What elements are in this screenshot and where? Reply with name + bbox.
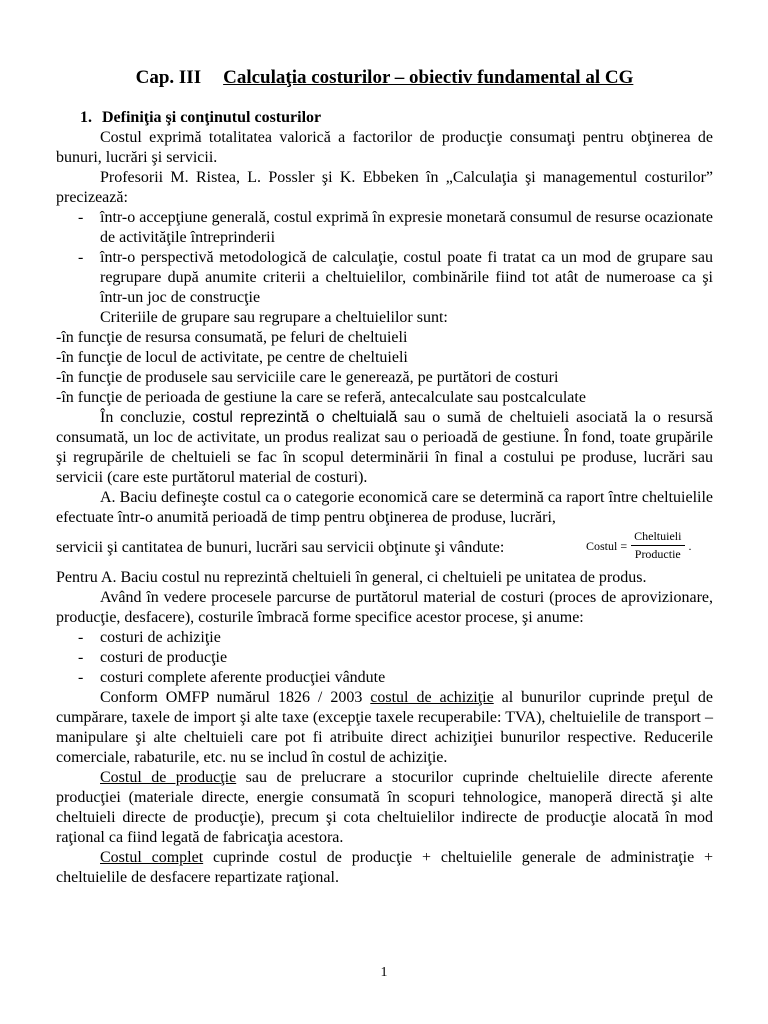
chapter-heading: Calculaţia costurilor – obiectiv fundamental al CG [223,67,634,88]
section-heading [80,108,713,128]
cost-formula [586,528,691,563]
criteria-item: -în funcţie de produsele sau serviciile care le generează, pe purtători de costuri [56,369,559,386]
list-item-text: costuri complete aferente producţiei vândute [100,669,386,686]
criteria-item: -în funcţie de locul de activitate, pe centre de cheltuieli [56,349,408,366]
paragraph-professors: Profesorii M. Ristea, L. Possler şi K. Ebbeken în „Calculaţia şi managementul costurilor” precizează: [56,169,713,206]
dash-bullet: - [78,669,84,686]
document-page [56,66,713,888]
dash-bullet: - [78,209,84,226]
list-item-text: într-o accepţiune generală, costul exprimă în expresie monetară consumul de resurse ocazionate de activităţile întreprinderii [100,209,713,246]
formula-line [56,528,713,568]
formula-lhs: Costul = [586,538,628,553]
paragraph-complete-cost [56,848,713,888]
acquisition-term: costul de achiziţie [370,689,494,706]
conclusion-lead: În concluzie, [100,409,193,426]
criteria-item: -în funcţie de resursa consumată, pe feluri de cheltuieli [56,329,408,346]
formula-end: . [688,538,692,553]
formula-denominator: Productie [631,545,685,563]
dash-bullet: - [78,649,84,666]
formula-fraction [630,528,685,563]
list-item [56,248,713,308]
list-item-text: costuri de achiziţie [100,629,221,646]
section-number: 1. [80,109,92,126]
complete-term: Costul complet [100,849,204,866]
formula-numerator: Cheltuieli [634,529,682,543]
acquisition-lead: Conform OMFP numărul 1826 / 2003 [100,689,371,706]
section-title: Definiţia şi conţinutul costurilor [102,109,322,126]
production-rest: sau de prelucrare a stocurilor cuprinde cheltuielile directe aferente producţiei (materiale directe, energie consumată în scopuri tehnologice, manoperă directă şi alte cheltuieli directe de producţie), precum şi cota cheltuielilor indirecte de producţie alocată în mod raţional ca fiind legată de fabricaţia acestora. [56,769,714,846]
paragraph-baciu-unit: Pentru A. Baciu costul nu reprezintă cheltuieli în general, ci cheltuieli pe unitatea de produs. [56,569,647,586]
paragraph-acquisition-cost [56,688,713,768]
list-cost-forms [56,628,713,688]
paragraph-production-cost [56,768,713,848]
paragraph-conclusion [56,408,713,488]
conclusion-rest: sau o sumă de cheltuieli asociată la o resursă consumată, un loc de activitate, un produs realizat sau o perioadă de gestiune. În fond, toate grupările şi regrupările de cheltuieli se fac în scopul determinării în final a costului pe produse, lucrări sau servicii (care este purtătorul material de costuri). [56,409,713,486]
page-number: 1 [380,965,388,980]
list-cost-meanings [56,208,713,308]
conclusion-emphasis: costul reprezintă o cheltuială [192,409,398,426]
acquisition-rest: al bunurilor cuprinde preţul de cumpărare, taxele de import şi alte taxe (excepţie taxele recuperabile: TVA), cheltuielile de transport – manipulare şi alte cheltuieli care pot fi atribuite direct achiziţiei bunurilor respective. Reducerile comerciale, rabaturile, etc. nu se includ în costul de achiziţie. [56,689,714,766]
list-item-text: într-o perspectivă metodologică de calculaţie, costul poate fi tratat ca un mod de grupare sau regrupare după anumite criterii a cheltuielilor, combinările fiind tot atât de numeroase ca şi într-un joc de construcţie [100,249,713,306]
chapter-title [56,66,713,90]
criteria-item: -în funcţie de perioada de gestiune la care se referă, antecalculate sau postcalculate [56,389,586,406]
list-item [56,208,713,248]
production-term: Costul de producţie [100,769,237,786]
dash-bullet: - [78,249,84,266]
complete-rest: cuprinde costul de producţie + cheltuielile generale de administraţie + cheltuielile de desfacere repartizate raţional. [56,849,714,886]
formula-line-text: servicii şi cantitatea de bunuri, lucrări sau servicii obţinute şi vândute: [56,539,505,556]
paragraph-cost-definition: Costul exprimă totalitatea valorică a factorilor de producţie consumaţi pentru obţinerea de bunuri, lucrări şi servicii. [56,129,713,166]
paragraph-criteria-intro: Criteriile de grupare sau regrupare a cheltuielilor sunt: [100,309,448,326]
list-item [56,628,713,648]
chapter-number: Cap. III [135,67,202,88]
paragraph-processes: Având în vedere procesele parcurse de purtătorul material de costuri (proces de aprovizionare, producţie, desfacere), costurile îmbracă forme specifice acestor procese, şi anume: [56,589,713,626]
list-item [56,648,713,668]
list-item [56,668,713,688]
paragraph-baciu-definition: A. Baciu defineşte costul ca o categorie economică care se determină ca raport între cheltuielile efectuate într-o anumită perioadă de timp pentru obţinerea de produse, lucrări, [56,489,713,526]
list-item-text: costuri de producţie [100,649,228,666]
dash-bullet: - [78,629,84,646]
